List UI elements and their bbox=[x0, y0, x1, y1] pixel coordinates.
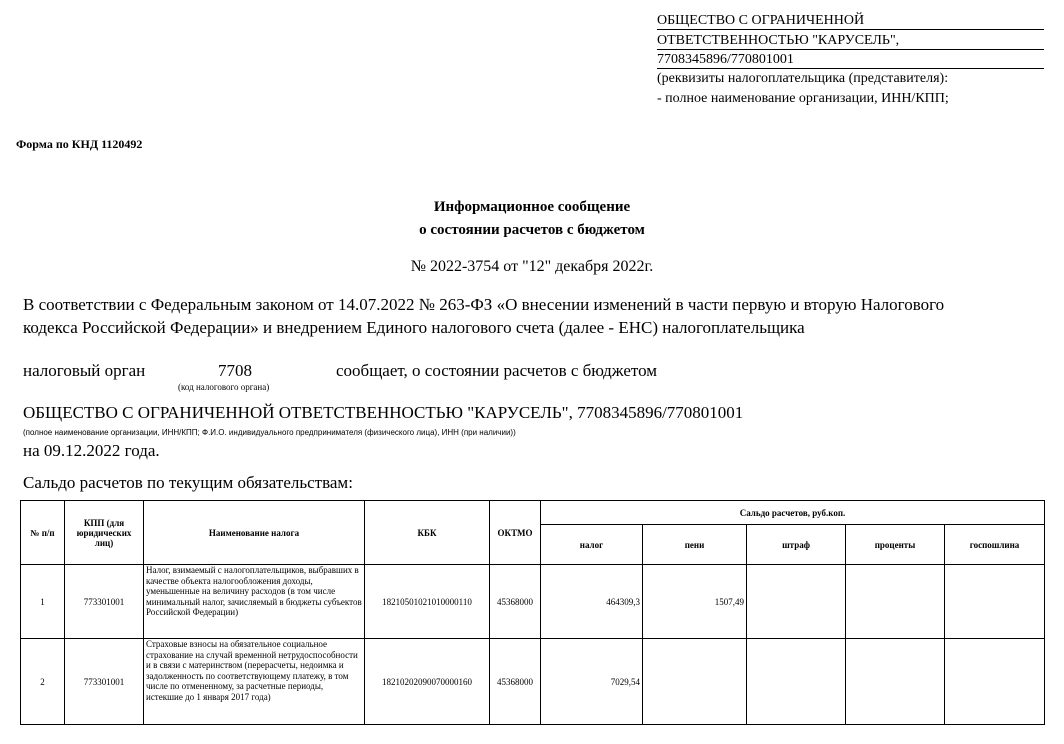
organization-full-name: ОБЩЕСТВО С ОГРАНИЧЕННОЙ ОТВЕТСТВЕННОСТЬЮ "КАРУСЕЛЬ", 7708345896/770801001 bbox=[23, 403, 744, 422]
row-penalty-interest bbox=[643, 639, 747, 725]
tax-authority-label: налоговый орган bbox=[23, 361, 146, 380]
tax-authority-code: 7708 bbox=[218, 361, 252, 380]
col-header-fine: штраф bbox=[747, 525, 846, 565]
col-header-balance-group: Сальдо расчетов, руб.коп. bbox=[541, 501, 1045, 525]
taxpayer-name-line2: ОТВЕТСТВЕННОСТЬЮ "КАРУСЕЛЬ", bbox=[657, 33, 1044, 50]
document-number: № 2022-3754 от "12" декабря 2022г. bbox=[410, 258, 654, 275]
row-tax-amount: 7029,54 bbox=[541, 639, 643, 725]
row-oktmo: 45368000 bbox=[490, 639, 541, 725]
taxpayer-requisites-note: (реквизиты налогоплательщика (представителя): bbox=[657, 71, 949, 86]
document-subtitle: о состоянии расчетов с бюджетом bbox=[419, 222, 645, 238]
row-penalty-interest: 1507,49 bbox=[643, 565, 747, 639]
taxpayer-name-line1: ОБЩЕСТВО С ОГРАНИЧЕННОЙ bbox=[657, 13, 1044, 30]
preamble-line1: В соответствии с Федеральным законом от 14.07.2022 № 263-ФЗ «О внесении изменений в части первую и вторую Налогового bbox=[23, 295, 945, 314]
organization-name-caption: (полное наименование организации, ИНН/КПП; Ф.И.О. индивидуального предпринимателя (физического лица), ИНН (при наличии)) bbox=[23, 428, 516, 437]
col-header-num: № п/п bbox=[21, 501, 65, 565]
row-state-duty bbox=[945, 639, 1045, 725]
row-kbk: 18210202090070000160 bbox=[365, 639, 490, 725]
row-kpp: 773301001 bbox=[65, 639, 144, 725]
document-title: Информационное сообщение bbox=[433, 199, 631, 215]
row-tax-amount: 464309,3 bbox=[541, 565, 643, 639]
row-tax-name: Страховые взносы на обязательное социальное страхование на случай временной нетрудоспособности и в связи с материнством (перерасчеты, недоимка и задолженность по соответствующему платежу, в том числе по отмененному, за расчетные периоды, истекшие до 1 января 2017 года) bbox=[144, 639, 365, 725]
row-num: 1 bbox=[21, 565, 65, 639]
col-header-kpp: КПП (для юридических лиц) bbox=[65, 501, 144, 565]
table-row bbox=[21, 565, 1045, 639]
table-row bbox=[21, 639, 1045, 725]
taxpayer-inn-kpp: 7708345896/770801001 bbox=[657, 52, 1044, 69]
col-header-penalty-interest: пени bbox=[643, 525, 747, 565]
preamble-line2: кодекса Российской Федерации» и внедрением Единого налогового счета (далее - ЕНС) налогоплательщика bbox=[23, 318, 805, 337]
col-header-tax-name: Наименование налога bbox=[144, 501, 365, 565]
row-kbk: 18210501021010000110 bbox=[365, 565, 490, 639]
report-date: на 09.12.2022 года. bbox=[23, 441, 160, 460]
row-kpp: 773301001 bbox=[65, 565, 144, 639]
balance-heading: Сальдо расчетов по текущим обязательствам: bbox=[23, 473, 353, 492]
balance-table bbox=[20, 500, 1045, 725]
taxpayer-requisites-note-2: - полное наименование организации, ИНН/КПП; bbox=[657, 91, 949, 106]
row-tax-name: Налог, взимаемый с налогоплательщиков, выбравших в качестве объекта налогообложения доходы, уменьшенные на величину расходов (в том числе минимальный налог, зачисляемый в бюджеты субъектов Российской Федерации) bbox=[144, 565, 365, 639]
col-header-tax: налог bbox=[541, 525, 643, 565]
col-header-kbk: КБК bbox=[365, 501, 490, 565]
row-state-duty bbox=[945, 565, 1045, 639]
row-fine bbox=[747, 639, 846, 725]
form-code: Форма по КНД 1120492 bbox=[16, 137, 143, 151]
row-oktmo: 45368000 bbox=[490, 565, 541, 639]
col-header-state-duty: госпошлина bbox=[945, 525, 1045, 565]
tax-authority-code-caption: (код налогового органа) bbox=[178, 382, 270, 392]
row-num: 2 bbox=[21, 639, 65, 725]
row-fine bbox=[747, 565, 846, 639]
col-header-interest: проценты bbox=[846, 525, 945, 565]
row-interest bbox=[846, 639, 945, 725]
col-header-oktmo: ОКТМО bbox=[490, 501, 541, 565]
informs-text: сообщает, о состоянии расчетов с бюджетом bbox=[336, 361, 657, 380]
row-interest bbox=[846, 565, 945, 639]
